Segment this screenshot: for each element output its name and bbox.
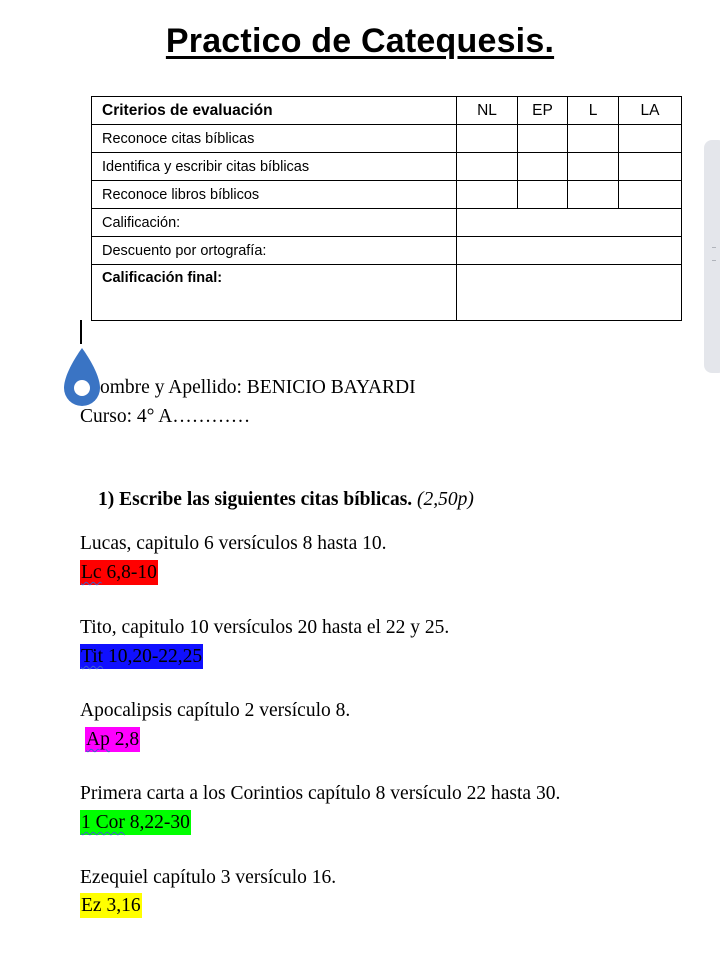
text-selection-handle-icon[interactable]	[62, 346, 102, 410]
citation-prompt-apocalipsis: Apocalipsis capítulo 2 versículo 8.	[80, 700, 351, 721]
evaluation-header-row	[92, 97, 682, 125]
citation-prompt-ezequiel: Ezequiel capítulo 3 versículo 16.	[80, 867, 337, 888]
citation-answer-corintios	[80, 810, 191, 835]
scrollbar-grip-icon	[712, 247, 716, 261]
score-cell	[457, 125, 518, 153]
answer-ref: 6,8-10	[101, 562, 157, 583]
evaluation-table	[91, 96, 682, 321]
calificacion-label: Calificación:	[92, 209, 457, 237]
answer-ref: 3,16	[101, 895, 141, 916]
score-cell	[568, 125, 619, 153]
question-text: 1) Escribe las siguientes citas bíblicas.	[98, 489, 413, 510]
citation-prompt-lucas: Lucas, capitulo 6 versículos 8 hasta 10.	[80, 533, 387, 554]
criteria-label: Reconoce libros bíblicos	[92, 181, 457, 209]
text-cursor	[80, 320, 82, 344]
citation-prompt-tito: Tito, capitulo 10 versículos 20 hasta el 22 y 25.	[80, 617, 450, 638]
criteria-row	[92, 125, 682, 153]
answer-abbrev: 1 Cor	[81, 812, 125, 833]
criteria-label: Identifica y escribir citas bíblicas	[92, 153, 457, 181]
score-cell	[518, 153, 568, 181]
score-cell	[518, 181, 568, 209]
page-title: Practico de Catequesis.	[165, 22, 555, 60]
answer-abbrev: Ez	[81, 895, 102, 916]
score-cell	[568, 153, 619, 181]
drop-shape	[64, 348, 100, 406]
level-header-la: LA	[619, 97, 682, 125]
criteria-header: Criterios de evaluación	[92, 97, 457, 125]
citation-answer-ezequiel	[80, 893, 142, 918]
citation-answer-apocalipsis	[85, 727, 140, 752]
answer-ref: 2,8	[109, 729, 140, 750]
citation-answer-tito	[80, 644, 203, 669]
score-cell	[619, 125, 682, 153]
level-header-ep: EP	[518, 97, 568, 125]
criteria-row	[92, 153, 682, 181]
question-1	[98, 489, 474, 511]
final-row	[92, 265, 682, 321]
answer-abbrev: Lc	[81, 562, 102, 583]
score-cell	[619, 153, 682, 181]
final-value	[457, 265, 682, 321]
answer-abbrev: Ap	[86, 729, 110, 750]
student-name: ombre y Apellido: BENICIO BAYARDI	[100, 377, 416, 398]
score-cell	[619, 181, 682, 209]
answer-ref: 10,20-22,25	[103, 646, 203, 667]
score-cell	[457, 153, 518, 181]
citation-prompt-corintios: Primera carta a los Corintios capítulo 8 versículo 22 hasta 30.	[80, 783, 561, 804]
score-cell	[457, 181, 518, 209]
level-header-l: L	[568, 97, 619, 125]
criteria-row	[92, 181, 682, 209]
final-label: Calificación final:	[92, 265, 457, 321]
drop-hole	[74, 380, 90, 396]
answer-abbrev: Tit	[81, 646, 104, 667]
answer-ref: 8,22-30	[124, 812, 190, 833]
descuento-row	[92, 237, 682, 265]
question-points: (2,50p)	[417, 489, 474, 510]
scrollbar[interactable]	[704, 140, 720, 373]
score-cell	[518, 125, 568, 153]
calificacion-row	[92, 209, 682, 237]
student-course: Curso: 4° A…………	[80, 406, 251, 427]
score-cell	[568, 181, 619, 209]
criteria-label: Reconoce citas bíblicas	[92, 125, 457, 153]
descuento-value	[457, 237, 682, 265]
level-header-nl: NL	[457, 97, 518, 125]
citation-answer-lucas	[80, 560, 158, 585]
descuento-label: Descuento por ortografía:	[92, 237, 457, 265]
calificacion-value	[457, 209, 682, 237]
